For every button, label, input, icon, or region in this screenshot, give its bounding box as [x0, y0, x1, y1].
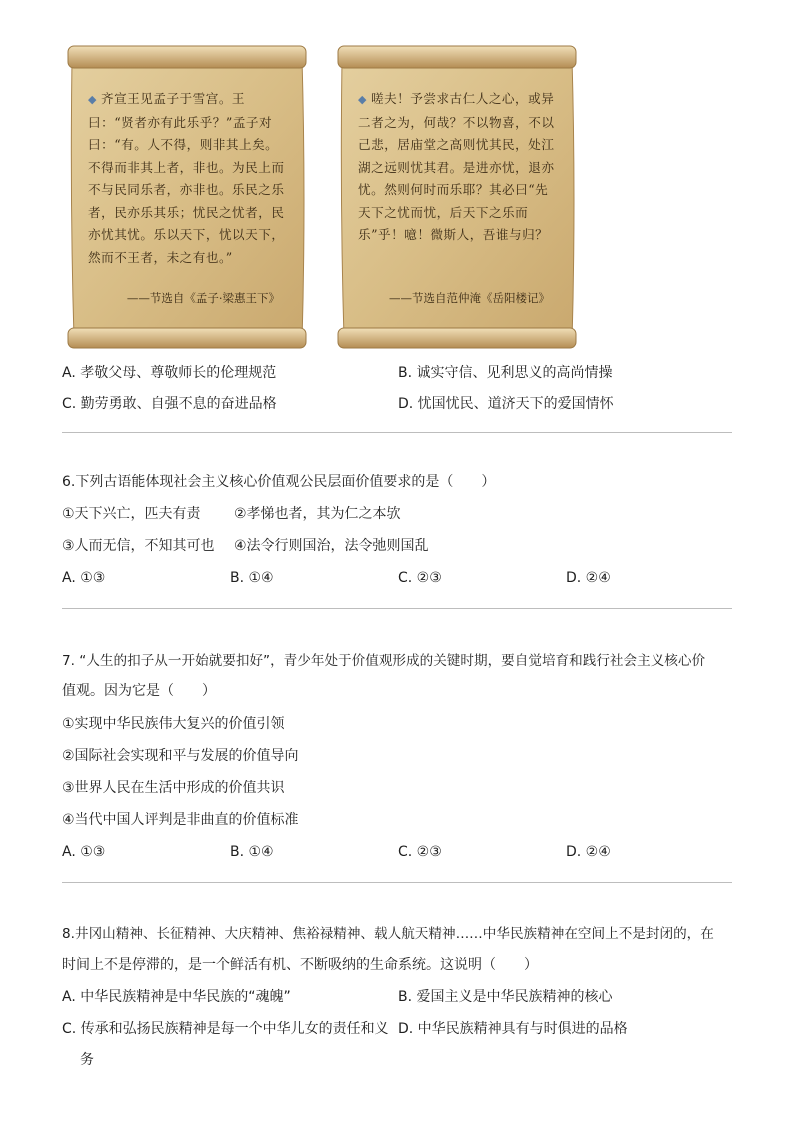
q7-option-d: D. ②④ — [566, 844, 611, 860]
q6-option-b: B. ①④ — [230, 570, 274, 586]
q6-option-d: D. ②④ — [566, 570, 611, 586]
q8-stem-line-1: 8.井冈山精神、长征精神、大庆精神、焦裕禄精神、载人航天精神……中华民族精神在空间上不是封闭的，在 — [62, 926, 714, 942]
q8-option-c: C. 传承和弘扬民族精神是每一个中华儿女的责任和义 — [62, 1021, 389, 1037]
q7-stem-line-1: 7. “人生的扣子从一开始就要扣好”，青少年处于价值观形成的关键时期，要自觉培育和践行社会主义核心价 — [62, 653, 706, 669]
q5-option-c: C. 勤劳勇敢、自强不息的奋进品格 — [62, 396, 277, 412]
q5-option-d: D. 忧国忧民、道济天下的爱国情怀 — [398, 396, 614, 412]
q6-item-3: ③人而无信，不知其可也 — [62, 538, 215, 554]
diamond-icon: ◆ — [88, 93, 97, 106]
q7-item-4: ④当代中国人评判是非曲直的价值标准 — [62, 812, 299, 828]
q8-option-c-continued: 务 — [80, 1052, 94, 1068]
q7-item-3: ③世界人民在生活中形成的价值共识 — [62, 780, 285, 796]
q7-option-a: A. ①③ — [62, 844, 106, 860]
scroll-text: ◆ 齐宣王见孟子于雪宫。王曰：“贤者亦有此乐乎？”孟子对曰：“有。人不得，则非其上矣。不得而非其上者，非也。为民上而不与民同乐者，亦非也。乐民之乐者，民亦乐其乐；忧民之忧者，民亦忧其忧。乐以天下，忧以天下，然而不王者，未之有也。” — [88, 91, 285, 265]
scroll-source: ——节选自《孟子·梁惠王下》 — [126, 291, 280, 305]
scroll-image-yueyang — [336, 42, 578, 352]
q6-option-a: A. ①③ — [62, 570, 106, 586]
divider — [62, 882, 732, 883]
q7-option-c: C. ②③ — [398, 844, 442, 860]
scroll-image-mencius — [66, 42, 308, 352]
q7-stem-line-2: 值观。因为它是（ ） — [62, 683, 216, 699]
q5-option-a: A. 孝敬父母、尊敬师长的伦理规范 — [62, 365, 277, 381]
q6-item-4: ④法令行则国治，法令弛则国乱 — [234, 538, 429, 554]
q7-item-2: ②国际社会实现和平与发展的价值导向 — [62, 748, 299, 764]
diamond-icon: ◆ — [358, 93, 367, 106]
q7-option-b: B. ①④ — [230, 844, 274, 860]
q8-option-b: B. 爱国主义是中华民族精神的核心 — [398, 989, 613, 1005]
divider — [62, 432, 732, 433]
scroll-source: ——节选自范仲淹《岳阳楼记》 — [389, 291, 550, 305]
q8-option-a: A. 中华民族精神是中华民族的“魂魄” — [62, 989, 291, 1005]
scroll-text: ◆ 嗟夫！予尝求古仁人之心，或异二者之为，何哉？不以物喜，不以己悲，居庙堂之高则忧其民，处江湖之远则忧其君。是进亦忧，退亦忧。然则何时而乐耶？其必曰“先天下之忧而忧，后天下之乐而乐”乎！噫！微斯人，吾谁与归？ — [358, 91, 555, 242]
q6-item-2: ②孝悌也者，其为仁之本欤 — [234, 506, 401, 522]
q7-item-1: ①实现中华民族伟大复兴的价值引领 — [62, 716, 285, 732]
q8-stem-line-2: 时间上不是停滞的，是一个鲜活有机、不断吸纳的生命系统。这说明（ ） — [62, 957, 538, 973]
q8-option-d: D. 中华民族精神具有与时俱进的品格 — [398, 1021, 628, 1037]
q6-stem: 6.下列古语能体现社会主义核心价值观公民层面价值要求的是（ ） — [62, 474, 496, 490]
q5-option-b: B. 诚实守信、见利思义的高尚情操 — [398, 365, 613, 381]
q6-item-1: ①天下兴亡，匹夫有责 — [62, 506, 201, 522]
q6-option-c: C. ②③ — [398, 570, 442, 586]
divider — [62, 608, 732, 609]
